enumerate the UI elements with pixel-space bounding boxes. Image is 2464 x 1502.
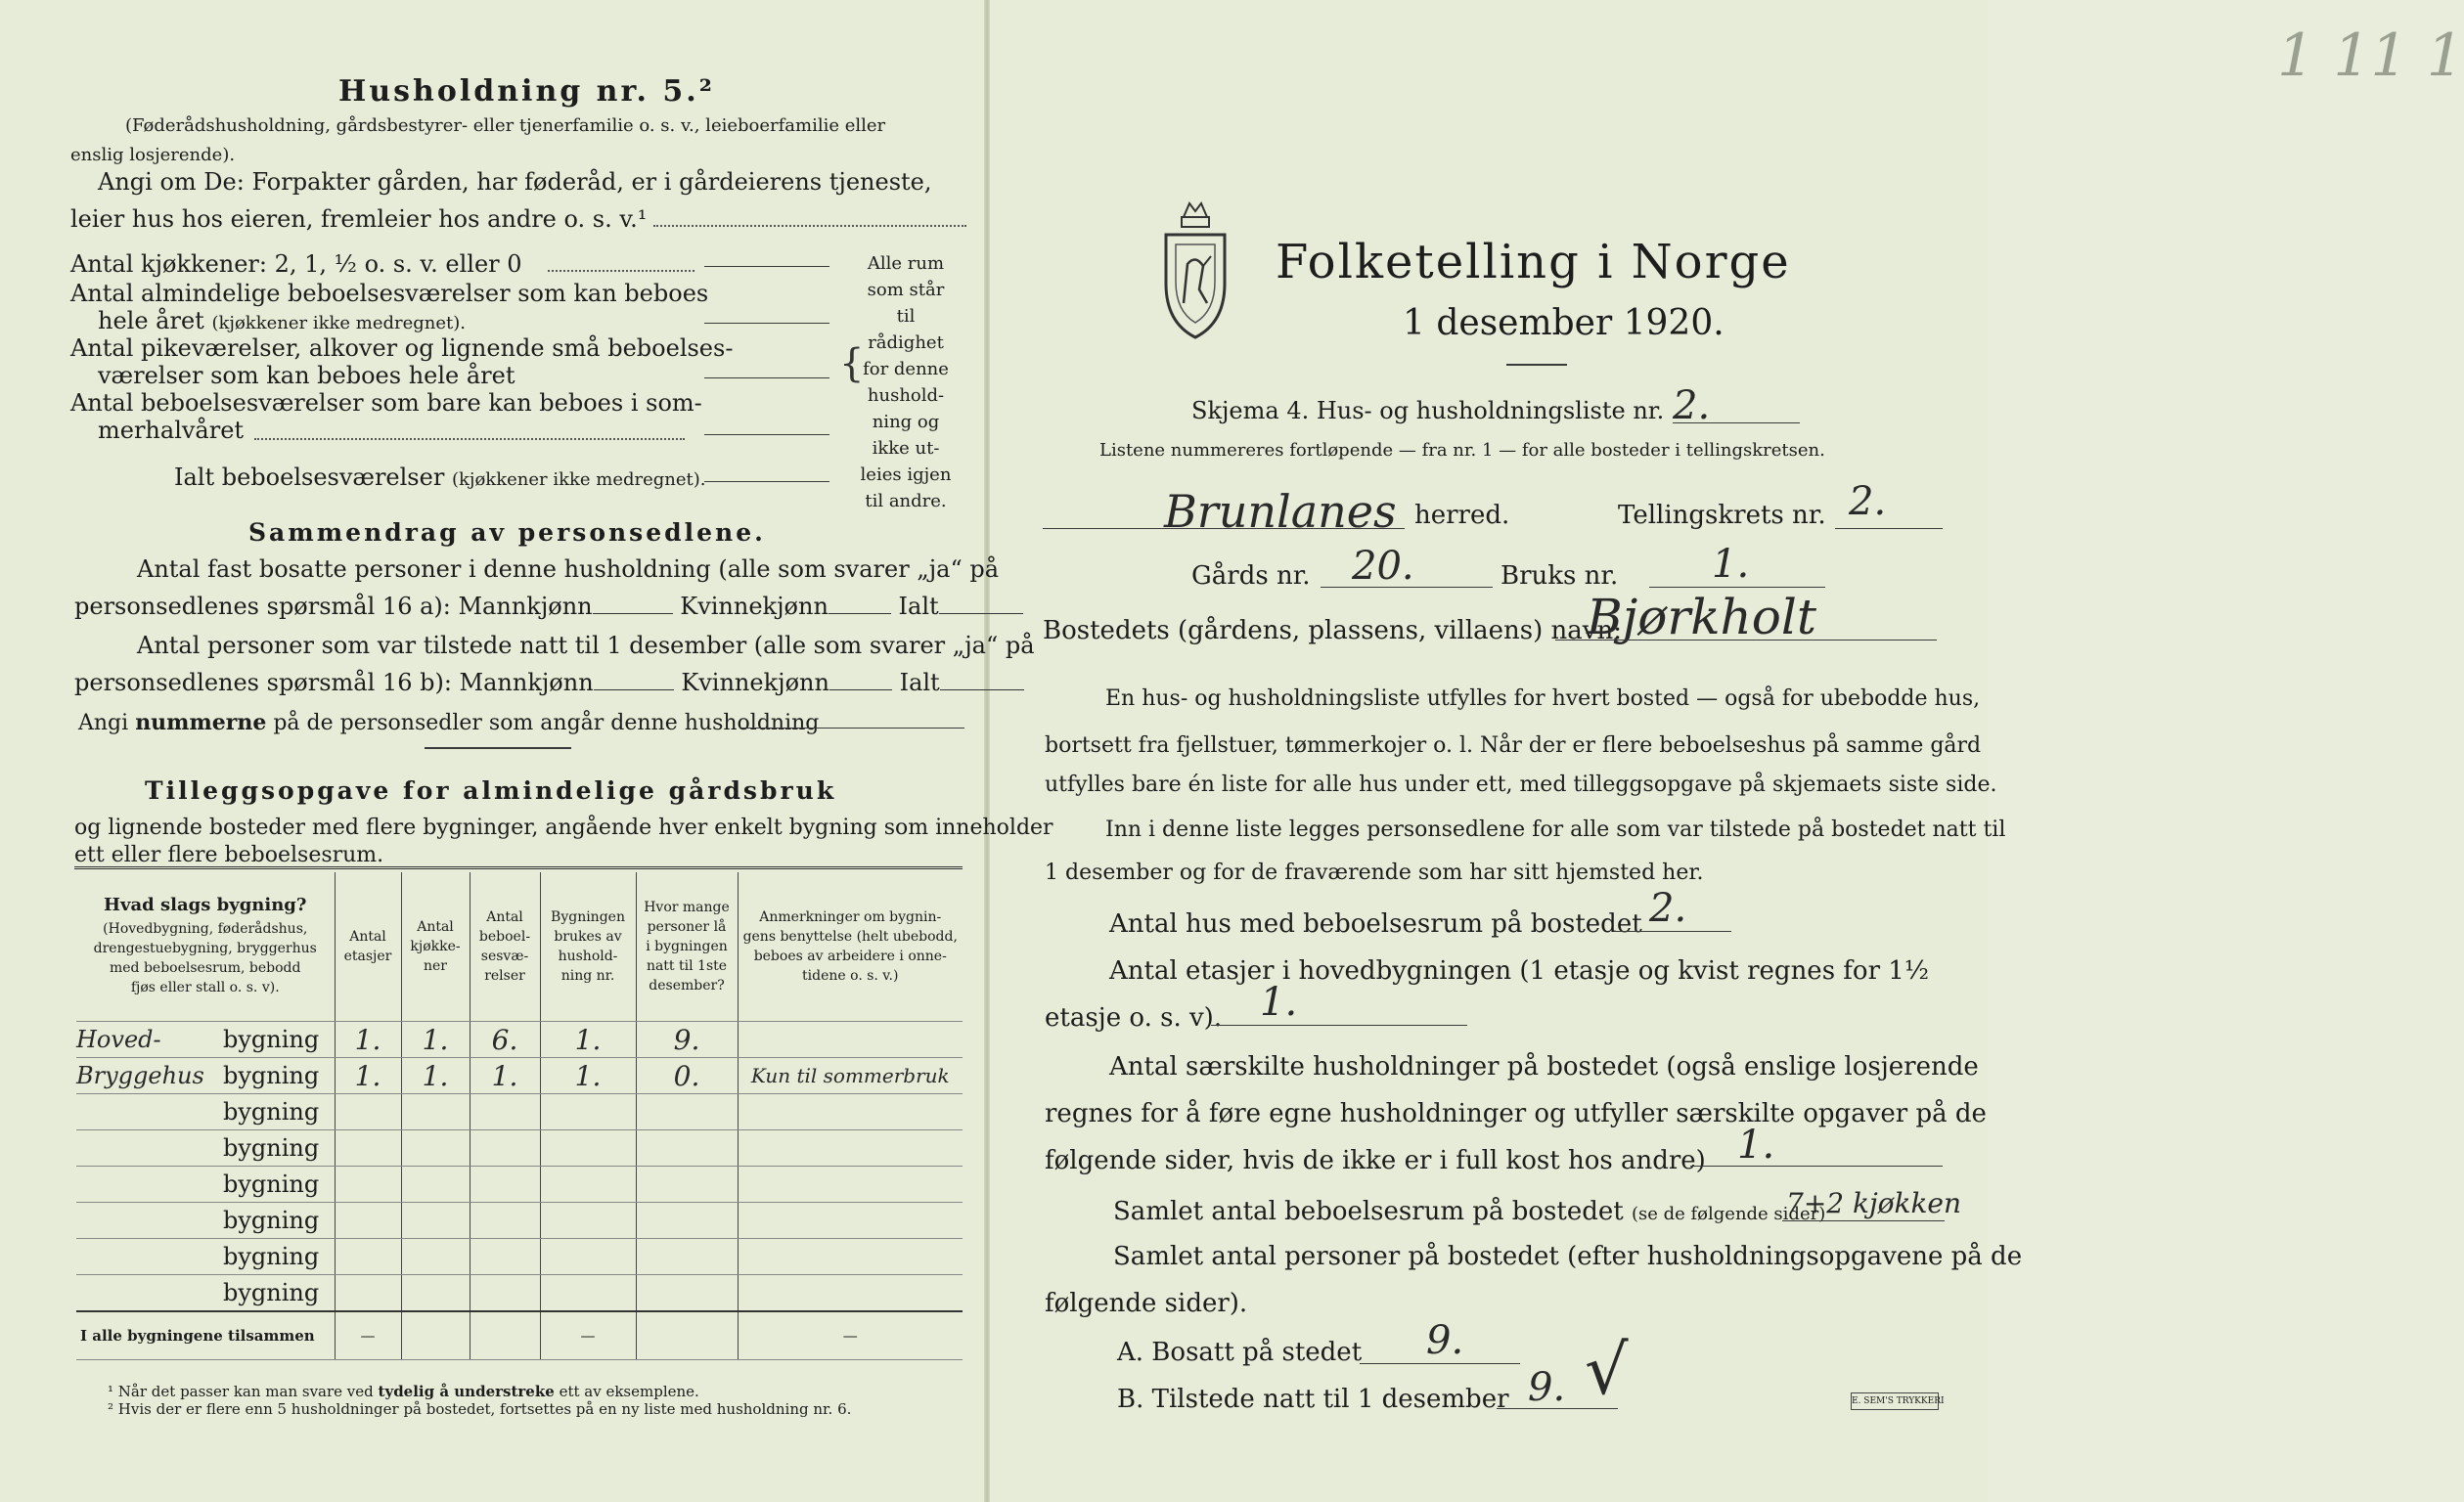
col-header-line: etasjer [343,949,392,964]
checkmark: √ [1585,1330,1629,1410]
rooms-summer-answer [704,434,829,435]
bruks-value: 1. [1712,542,1750,587]
cell-anm [738,1203,963,1239]
listene-note: Listene nummereres fortløpende — fra nr. 1 — for alle bosteder i tellingskretsen. [1099,440,1825,461]
cell-etasjer [335,1094,401,1130]
summary-angi: Angi [78,711,129,735]
instruction-2: bortsett fra fjellstuer, tømmerkojer o. l. Når der er flere beboelseshus på samme gård [1045,733,1982,758]
building-suffix: bygning [223,1098,320,1126]
col-header-line: tidene o. s. v.) [802,968,899,984]
cell-personer [636,1130,738,1167]
building-name: Hoved- [76,1026,161,1053]
cell-hush: 1. [540,1058,636,1094]
building-suffix: bygning [223,1243,320,1270]
side-note-line: ning og [872,412,940,432]
cell-hush [540,1130,636,1167]
rooms-total-answer [704,481,829,482]
col-building-note: med beboelsesrum, bebodd [110,960,301,976]
cell-anm [738,1167,963,1203]
cell-personer [636,1094,738,1130]
tellingskrets-value: 2. [1849,479,1887,524]
instruction-4: Inn i denne liste legges personsedlene for alle som var tilstede på bostedet natt til [1105,817,2006,842]
supplement-title: Tilleggsopgave for almindelige gårdsbruk [145,776,837,805]
separator [425,747,571,749]
skjema-number: 2. [1673,383,1711,428]
total-husholdning: — [540,1311,636,1360]
household-title: Husholdning nr. 5.² [338,74,715,109]
cell-etasjer: 1. [335,1058,401,1094]
q-hush-line [1690,1166,1943,1167]
rooms-total-label: Ialt beboelsesværelser [174,464,445,491]
skjema-label: Skjema 4. Hus- og husholdningsliste nr. [1191,397,1665,424]
building-type-cell [76,1203,335,1239]
building-type-cell [76,1022,335,1058]
angi-answer-line [653,225,966,227]
q-etasjer-line [1211,1025,1467,1026]
building-suffix: bygning [223,1207,320,1234]
cell-personer [636,1167,738,1203]
summary-angi-answer [741,728,964,729]
cell-etasjer: 1. [335,1022,401,1058]
printer-stamp: E. SEM'S TRYKKERI [1851,1392,1939,1410]
bruks-line [1649,587,1825,588]
b-value: 9. [1528,1365,1566,1410]
angi-line-1: Angi om De: Forpakter gården, har føderåd, er i gårdeierens tjeneste, [98,168,932,196]
building-type-cell [76,1130,335,1167]
cell-vaerelser: 6. [470,1022,540,1058]
right-page [988,0,2464,1502]
col-header-line: kjøkke- [410,939,461,954]
cell-hush [540,1275,636,1312]
bosted-value: Bjørkholt [1587,589,1816,645]
col-header-line: beboel- [478,929,531,945]
rooms-summer-a: Antal beboelsesværelser som bare kan beboes i som- [70,389,702,417]
gards-value: 20. [1352,544,1414,589]
cell-etasjer [335,1203,401,1239]
col-building-type [76,872,335,1022]
rooms-summer-dots [254,438,685,440]
herred-label: herred. [1414,501,1510,530]
cell-personer: 9. [636,1022,738,1058]
col-header-line: Bygningen [551,909,625,925]
side-note-line: leies igjen [860,464,952,485]
side-note-line: for denne [863,359,949,379]
cell-anm [738,1239,963,1275]
col-personer [636,872,738,1022]
cell-hush [540,1094,636,1130]
side-note-line: som står til [867,280,945,327]
q-hus-label: Antal hus med beboelsesrum på bostedet [1109,909,1642,939]
a-line [1360,1363,1520,1364]
rooms-total-note: (kjøkkener ikke medregnet). [451,469,706,490]
col-header-line: Hvor mange [644,900,730,915]
col-building-title: Hvad slags bygning? [104,895,307,915]
tellingskrets-label: Tellingskrets nr. [1618,501,1826,530]
total-kjokken [401,1311,470,1360]
col-building-note: drengestuebygning, bryggerhus [93,941,317,956]
side-note [859,250,953,514]
tellingskrets-line [1835,528,1943,529]
rooms-ordinary-note: (kjøkkener ikke medregnet). [211,313,467,333]
side-note-line: rådighet [868,332,944,353]
table-row [76,1058,963,1094]
side-note-line: til andre. [865,491,947,511]
cell-hush [540,1203,636,1239]
footnote-1-rest: ett av eksemplene. [559,1383,699,1400]
col-header-line: natt til 1ste [646,958,728,974]
col-header-line: Anmerkninger om bygnin- [759,909,942,925]
table-row [76,1275,963,1312]
rooms-kitchens-answer [704,266,829,267]
summary-p1-b: personsedlenes spørsmål 16 a): Mannkjønn [74,593,593,620]
gards-line [1321,587,1493,588]
cell-etasjer [335,1130,401,1167]
b-label: B. Tilstede natt til 1 desember [1117,1385,1509,1414]
building-suffix: bygning [223,1134,320,1162]
building-type-cell [76,1239,335,1275]
table-row [76,1203,963,1239]
col-header-line: ning nr. [560,968,615,984]
col-header-line: beboes av arbeidere i onne- [753,949,947,964]
gards-label: Gårds nr. [1191,561,1311,591]
col-header-line: Antal [486,909,523,925]
cell-kjokken [401,1275,470,1312]
q-etasjer-1: Antal etasjer i hovedbygningen (1 etasje og kvist regnes for 1½ [1109,956,1930,986]
q-hush-3: følgende sider, hvis de ikke er i full kost hos andre) [1045,1146,1706,1175]
cell-kjokken [401,1203,470,1239]
rooms-kitchens: Antal kjøkkener: 2, 1, ½ o. s. v. eller 0 [70,250,522,278]
table-total-row [76,1311,963,1360]
cell-anm [738,1275,963,1312]
side-note-line: hushold- [867,385,945,406]
cell-anm [738,1130,963,1167]
rooms-ordinary-a: Antal almindelige beboelsesværelser som kan beboes [70,280,709,307]
cell-vaerelser: 1. [470,1058,540,1094]
cell-vaerelser [470,1167,540,1203]
a-value: 9. [1426,1318,1464,1363]
summary-p1-ialt: Ialt [898,593,939,620]
instruction-3: utfylles bare én liste for alle hus under ett, med tilleggsopgave på skjemaets siste side. [1045,773,1997,797]
cell-kjokken [401,1239,470,1275]
building-table [76,872,963,1360]
cell-vaerelser [470,1094,540,1130]
rooms-small-a: Antal pikeværelser, alkover og lignende små beboelses- [70,334,734,362]
col-header-line: brukes av [554,929,622,945]
skjema-number-line [1673,422,1800,423]
side-note-line: ikke ut- [872,438,940,459]
col-anmerkninger [738,872,963,1022]
col-header-line: desember? [649,978,725,994]
total-label: I alle bygningene tilsammen [76,1311,335,1360]
table-top-rule [74,866,963,869]
side-note-line: Alle rum [867,253,945,274]
cell-personer [636,1275,738,1312]
cell-personer [636,1203,738,1239]
cell-kjokken [401,1167,470,1203]
q-pers-1: Samlet antal personer på bostedet (efter husholdningsopgavene på de [1113,1242,2023,1271]
building-type-cell [76,1275,335,1312]
q-pers-2: følgende sider). [1045,1289,1248,1318]
total-personer [636,1311,738,1360]
supplement-sub-2: ett eller flere beboelsesrum. [74,843,384,867]
col-header-line: hushold- [558,949,618,964]
cell-etasjer [335,1167,401,1203]
footnote-2: Hvis der er flere enn 5 husholdninger på bostedet, fortsettes på en ny liste med husholdning nr. 6. [117,1400,852,1418]
col-vaerelser [470,872,540,1022]
total-etasjer: — [335,1311,401,1360]
col-header-line: ner [424,958,447,974]
table-row [76,1239,963,1275]
q-rum-line [1782,1220,1945,1221]
building-suffix: bygning [223,1279,320,1306]
cell-kjokken [401,1130,470,1167]
cell-vaerelser [470,1275,540,1312]
building-suffix: bygning [223,1026,320,1053]
cell-anm [738,1022,963,1058]
table-row [76,1167,963,1203]
col-header-line: i bygningen [646,939,728,954]
cell-kjokken: 1. [401,1058,470,1094]
rooms-kitchens-dots [548,270,694,272]
q-rum-label: Samlet antal beboelsesrum på bostedet [1113,1197,1624,1226]
col-header-line: relser [484,968,525,984]
building-suffix: bygning [223,1062,320,1089]
summary-angi-rest: på de personsedler som angår denne husholdning [273,711,820,735]
rooms-small-b: værelser som kan beboes hele året [98,362,515,389]
herred-value: Brunlanes [1164,485,1397,538]
q-hush-value: 1. [1737,1123,1775,1168]
q-hush-2: regnes for å føre egne husholdninger og utfyller særskilte opgaver på de [1045,1099,1987,1128]
footnote-1: Når det passer kan man svare ved [117,1383,374,1400]
cell-hush: 1. [540,1022,636,1058]
bruks-label: Bruks nr. [1501,561,1619,591]
building-type-cell [76,1058,335,1094]
brace: { [839,341,865,386]
col-etasjer [335,872,401,1022]
angi-line-2: leier hus hos eieren, fremleier hos andre o. s. v.¹ [70,205,648,233]
total-anm: — [738,1311,963,1360]
building-type-cell [76,1094,335,1130]
col-header-line: personer lå [647,919,727,935]
col-husholdning [540,872,636,1022]
col-header-line: Antal [417,919,454,935]
cell-personer [636,1239,738,1275]
summary-p2-kvinne: Kvinnekjønn [681,669,829,696]
instruction-5: 1 desember og for de fraværende som har sitt hjemsted her. [1045,861,1704,885]
household-subtitle-1: (Føderådshusholdning, gårdsbestyrer- eller tjenerfamilie o. s. v., leieboerfamilie eller [125,115,886,136]
summary-p1-a: Antal fast bosatte personer i denne husholdning (alle som svarer „ja“ på [137,555,1000,583]
building-suffix: bygning [223,1171,320,1198]
footnote-1-bold: tydelig å understreke [378,1383,555,1400]
cell-anm [738,1094,963,1130]
cell-kjokken: 1. [401,1022,470,1058]
q-etasjer-2: etasje o. s. v). [1045,1003,1223,1033]
summary-p2-ialt: Ialt [899,669,940,696]
cell-vaerelser [470,1203,540,1239]
left-page: Husholdning nr. 5.² (Føderådshusholdning, gårdsbestyrer- eller tjenerfamilie o. s. v., leieboerfamilie eller enslig losjerende). Angi om De: Forpakter gården, har føderåd, er i gårdeierens tjeneste, leier hus hos eieren, fremleier hos andre o. s. v.¹ Antal kjøkkener: 2, 1, ½ o. s. v. eller 0 Antal almindelige beboelsesværelser som kan beboes hele året (kjøkkener ikke medregnet). Antal pikeværelser, alkover og lignende små beboelses- værelser som kan beboes hele året Antal beboelsesværelser som bare kan beboes i som- merhalvåret Ialt beboelsesværelser (kjøkkener ikke medregnet). { Alle rum som står til rådighet for denne hushold- ning og ikke ut- leies igjen til andre. Sammendrag av personsedlene. Antal fast bosatte personer i denne husholdning (alle som svarer „ja“ på personsedlenes spørsmål 16 a): Mannkjønn Kvinnekjønn Ialt Antal personer som var tilstede natt til 1 desember (alle som svarer „ja“ på personsedlenes spørsmål 16 b): Mannkjønn Kvinnekjønn Ialt Angi nummerne på de personsedler som angår denne husholdning Tilleggsopgave for almindelige gårdsbruk og lignende bosteder med flere bygninger, angående hver enkelt bygning som inneholder ett eller flere beboelsesrum. Hvad slags bygning? (Hovedbygning, føderådshus, drengestuebygning, bryggerhus med beboelsesrum, bebodd fjøs eller stall o. s. v). Antal etasjer Antal kjøkke- ner Antal beboel- sesvæ- relser Bygningen brukes av hushold- ning nr. Hvor mange personer lå i bygningen natt til 1ste desember? Anmerkninger om bygnin- gens benyttelse (helt ubebodd, beboes av arbeidere i onne- tidene o. s. v.) Hoved- bygning 1. 1. 6. 1. 9. Bryggehus bygning 1. 1. 1. 1. 0. Kun til sommerbruk bygning bygning bygning bygning bygning bygning I alle bygningene tilsammen — — — ¹ Når det passer kan man svare ved tydelig å understreke ett av eksemplene. ² Hvis der er flere enn 5 husholdninger på bostedet, fortsettes på en ny liste med husholdning nr. 6. [70,74,1053,1418]
cell-etasjer [335,1275,401,1312]
total-vaerelser [470,1311,540,1360]
cell-vaerelser [470,1239,540,1275]
q-rum-note: (se de følgende sider) [1631,1204,1826,1224]
col-building-note: fjøs eller stall o. s. v). [130,980,280,995]
q-hus-value: 2. [1649,886,1687,931]
census-date: 1 desember 1920. [1403,303,1725,343]
cell-etasjer [335,1239,401,1275]
census-title: Folketelling i Norge [1276,235,1791,289]
household-subtitle-2: enslig losjerende). [70,145,236,165]
table-row [76,1022,963,1058]
cell-hush [540,1239,636,1275]
cell-hush [540,1167,636,1203]
table-row [76,1130,963,1167]
cell-kjokken [401,1094,470,1130]
col-header-line: gens benyttelse (helt ubebodd, [742,929,958,945]
summary-p1-kvinne: Kvinnekjønn [680,593,829,620]
col-building-note: (Hovedbygning, føderådshus, [103,921,308,937]
norway-coat-of-arms-icon [1156,196,1234,342]
table-header-row [76,872,963,1022]
bosted-line [1555,640,1937,641]
rooms-ordinary-answer [704,323,829,324]
instruction-1: En hus- og husholdningsliste utfylles for hvert bosted — også for ubebodde hus, [1105,686,1981,711]
rooms-summer-b: merhalvåret [98,417,245,444]
corner-mark: 1 11 1 [2277,22,2464,90]
q-hush-1: Antal særskilte husholdninger på bostedet (også enslige losjerende [1109,1052,1979,1082]
q-hus-line [1614,931,1731,932]
a-label: A. Bosatt på stedet [1117,1338,1363,1367]
rooms-ordinary-b: hele året [98,307,204,334]
summary-p2-b: personsedlenes spørsmål 16 b): Mannkjønn [74,669,594,696]
q-rum-value: 7+2 kjøkken [1786,1187,1962,1219]
building-name: Bryggehus [76,1062,204,1089]
col-header-line: sesvæ- [480,949,529,964]
col-kjokken [401,872,470,1022]
table-row [76,1094,963,1130]
col-header-line: Antal [349,929,386,945]
cell-vaerelser [470,1130,540,1167]
rooms-small-answer [704,377,829,378]
cell-personer: 0. [636,1058,738,1094]
q-etasjer-value: 1. [1260,980,1298,1025]
summary-p2-a: Antal personer som var tilstede natt til 1 desember (alle som svarer „ja“ på [137,632,1035,659]
summary-angi-bold: nummerne [135,710,267,735]
title-underline [1506,364,1567,366]
summary-title: Sammendrag av personsedlene. [248,518,766,547]
bosted-label: Bostedets (gårdens, plassens, villaens) navn: [1043,616,1622,645]
cell-anm: Kun til sommerbruk [738,1058,963,1094]
building-type-cell [76,1167,335,1203]
supplement-sub-1: og lignende bosteder med flere bygninger, angående hver enkelt bygning som inneholder [74,816,1053,840]
herred-line [1043,528,1405,529]
